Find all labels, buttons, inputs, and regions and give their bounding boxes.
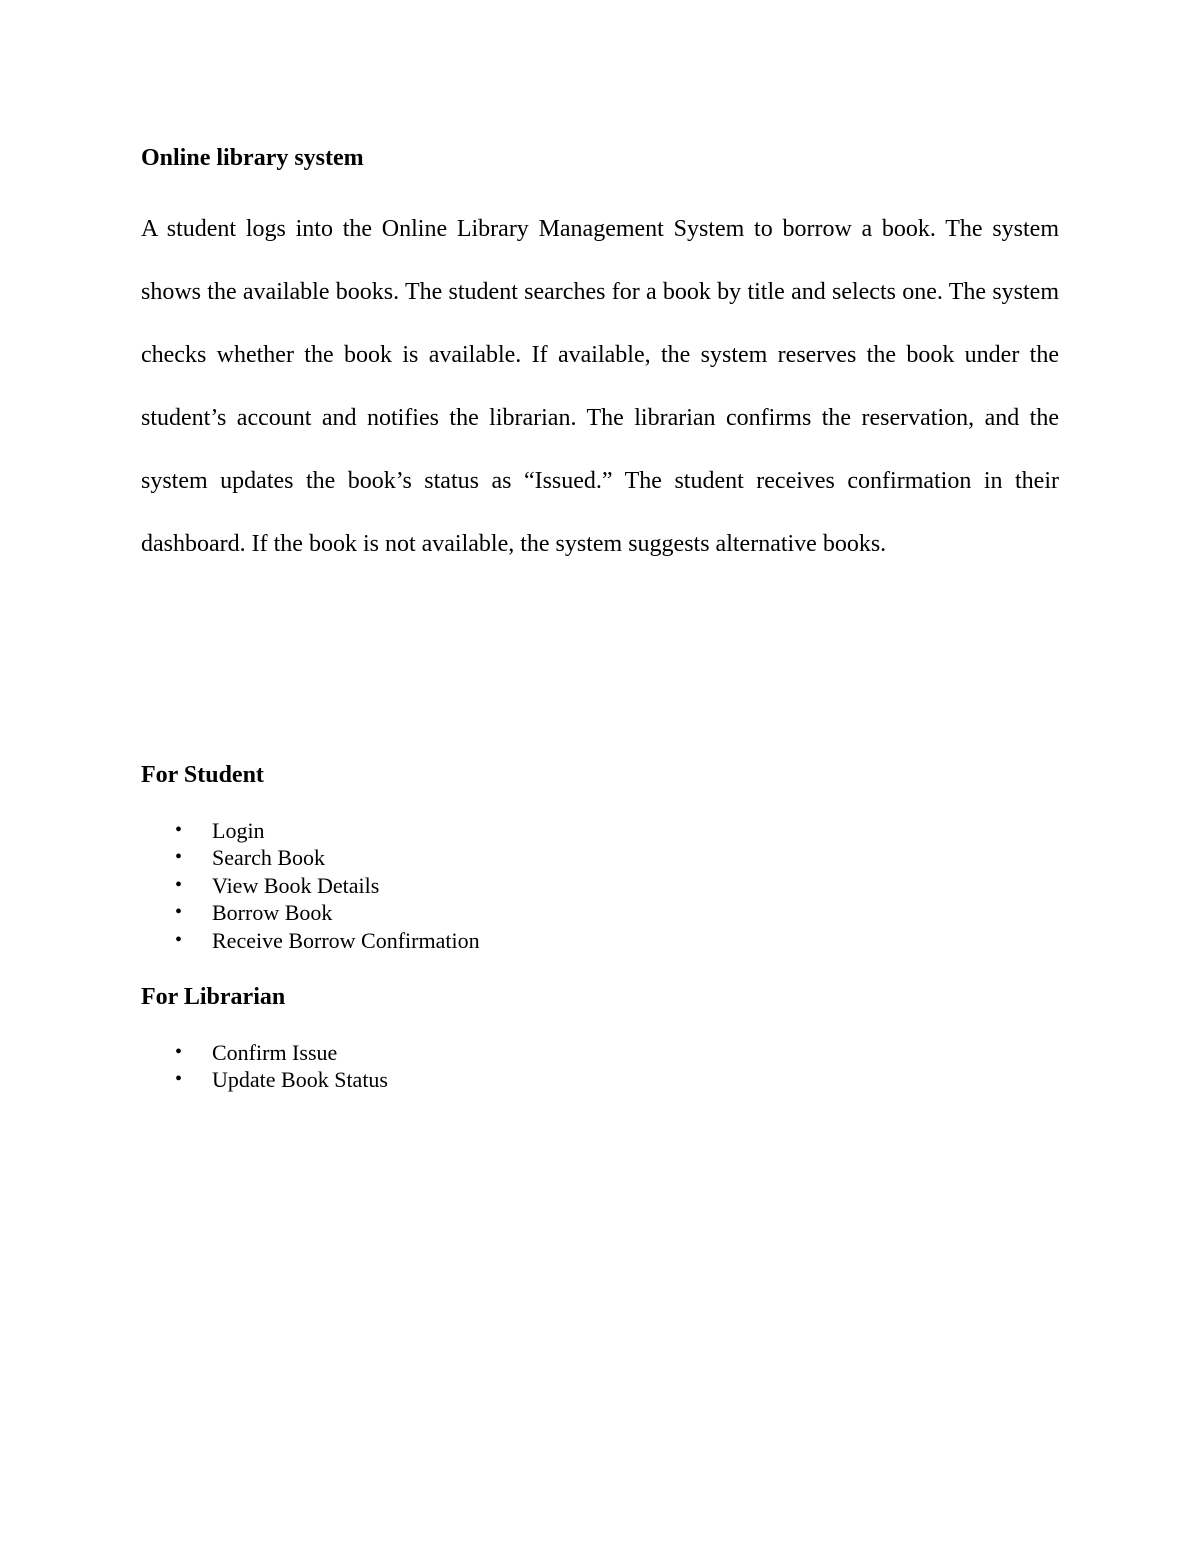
- librarian-use-case-list: [141, 1039, 388, 1094]
- list-item: [141, 844, 480, 871]
- list-item: [141, 872, 480, 899]
- bullet-icon: •: [175, 1068, 183, 1091]
- description-paragraph: A student logs into the Online Library Management System to borrow a book. The system shows the available books. The student searches for a book by title and selects one. The system checks whether the book is available. If available, the system reserves the book under the student’s account and notifies the librarian. The librarian confirms the reservation, and the system updates the book’s status as “Issued.” The student receives confirmation in their dashboard. If the book is not available, the system suggests alternative books.: [141, 216, 1059, 557]
- list-item-label: Update Book Status: [212, 1067, 388, 1093]
- bullet-icon: •: [175, 901, 183, 924]
- list-item-label: View Book Details: [212, 872, 380, 898]
- list-item: [141, 899, 480, 926]
- bullet-icon: •: [175, 846, 183, 869]
- student-section-heading: For Student: [141, 762, 264, 788]
- list-item-label: Login: [212, 818, 265, 843]
- list-item-label: Receive Borrow Confirmation: [212, 927, 480, 953]
- bullet-icon: •: [175, 873, 183, 896]
- list-item: [141, 1066, 388, 1093]
- document-title: Online library system: [141, 145, 364, 171]
- librarian-section-heading: For Librarian: [141, 984, 286, 1010]
- bullet-icon: •: [175, 928, 183, 951]
- list-item-label: Search Book: [212, 845, 326, 871]
- bullet-icon: •: [175, 819, 183, 841]
- student-use-case-list: [141, 817, 480, 954]
- list-item-label: Borrow Book: [212, 900, 333, 926]
- bullet-icon: •: [175, 1041, 183, 1063]
- list-item: [141, 817, 480, 844]
- list-item-label: Confirm Issue: [212, 1040, 338, 1065]
- list-item: [141, 927, 480, 954]
- list-item: [141, 1039, 388, 1066]
